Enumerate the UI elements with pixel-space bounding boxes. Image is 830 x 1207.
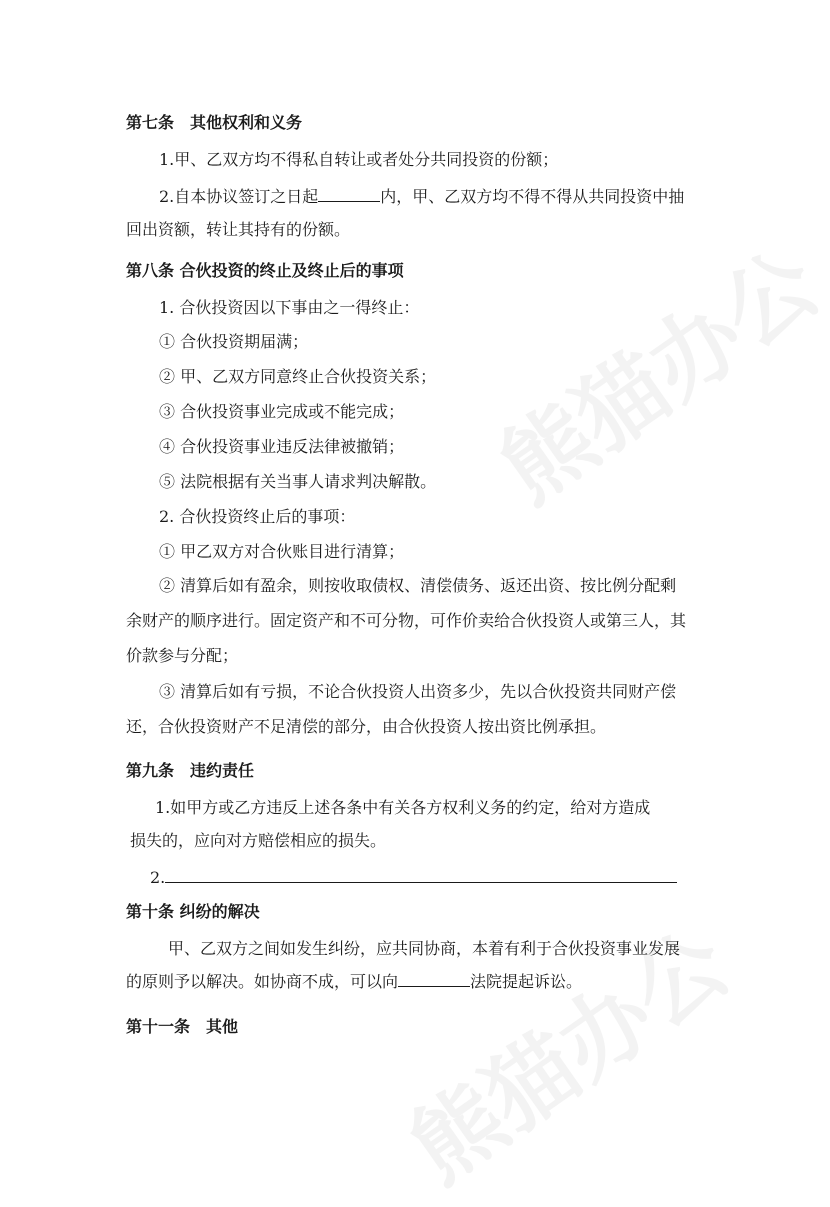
section-9-clause-1-line-2: 损失的，应向对方赔偿相应的损失。	[130, 831, 387, 850]
section-9-title: 第九条 违约责任	[126, 761, 255, 780]
section-7-title: 第七条 其他权利和义务	[126, 113, 303, 132]
section-8-clause-2-item-1: ① 甲乙双方对合伙账目进行清算；	[159, 542, 405, 561]
section-8-clause-2-item-3-line-2: 还，合伙投资财产不足清偿的部分，由合伙投资人按出资比例承担。	[126, 717, 607, 736]
section-8-clause-2-item-2-line-3: 价款参与分配；	[126, 646, 239, 665]
text: 2.自本协议签订之日起	[159, 187, 319, 206]
section-8-clause-1-item-2: ② 甲、乙双方同意终止合伙投资关系；	[159, 367, 437, 386]
section-8-title: 第八条 合伙投资的终止及终止后的事项	[126, 261, 404, 280]
section-8-clause-1: 1. 合伙投资因以下事由之一得终止：	[159, 298, 420, 317]
blank-line	[318, 185, 380, 202]
section-9-clause-1-line-1: 1.如甲方或乙方违反上述各条中有关各方权利义务的约定，给对方造成	[155, 798, 651, 817]
section-8-clause-1-item-4: ④ 合伙投资事业违反法律被撤销；	[159, 437, 405, 456]
text: 内，甲、乙双方均不得不得从共同投资中抽	[380, 187, 685, 206]
section-10-title: 第十条 纠纷的解决	[126, 902, 260, 921]
section-10-clause-line-1: 甲、乙双方之间如发生纠纷，应共同协商，本着有利于合伙投资事业发展	[168, 939, 681, 958]
section-8-clause-2: 2. 合伙投资终止后的事项：	[159, 507, 356, 526]
section-8-clause-2-item-2-line-2: 余财产的顺序进行。固定资产和不可分物，可作价卖给合伙投资人或第三人，其	[126, 611, 687, 630]
section-7-clause-1: 1.甲、乙双方均不得私自转让或者处分共同投资的份额；	[159, 150, 559, 169]
section-8-clause-2-item-2-line-1: ② 清算后如有盈余，则按收取债权、清偿债务、返还出资、按比例分配剩	[159, 576, 677, 595]
blank-line	[398, 970, 470, 987]
section-7-clause-2-line-1	[159, 185, 684, 209]
section-8-clause-1-item-3: ③ 合伙投资事业完成或不能完成；	[159, 402, 405, 421]
text: 的原则予以解决。如协商不成，可以向	[126, 972, 399, 991]
section-11-title: 第十一条 其他	[126, 1017, 239, 1036]
text: 法院提起诉讼。	[470, 972, 583, 991]
section-8-clause-1-item-5: ⑤ 法院根据有关当事人请求判决解散。	[159, 472, 437, 491]
section-7-clause-2-line-2: 回出资额，转让其持有的份额。	[126, 220, 351, 239]
section-8-clause-2-item-3-line-1: ③ 清算后如有亏损，不论合伙投资人出资多少，先以合伙投资共同财产偿	[159, 682, 677, 701]
section-8-clause-1-item-1: ① 合伙投资期届满；	[159, 332, 309, 351]
text: 2.	[150, 868, 166, 887]
blank-line	[165, 866, 677, 883]
section-10-clause-line-2	[126, 970, 582, 994]
watermark	[470, 214, 830, 527]
section-9-clause-2	[150, 866, 677, 890]
